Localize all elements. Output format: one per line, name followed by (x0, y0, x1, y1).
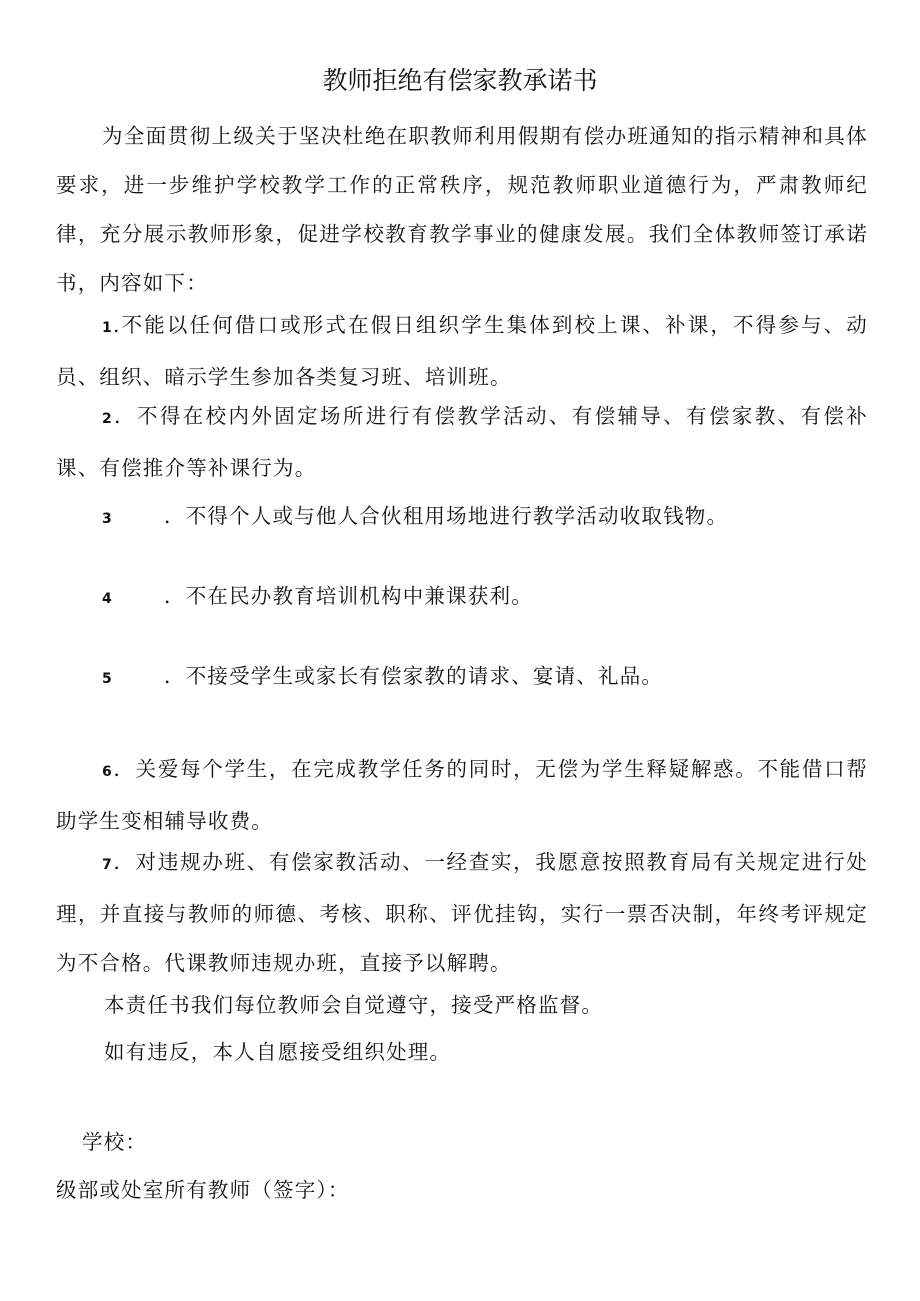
intro-paragraph: 为全面贯彻上级关于坚决杜绝在职教师利用假期有偿办班通知的指示精神和具体要求，进一步维护学校教学工作的正常秩序，规范教师职业道德行为，严肃教师纪律，充分展示教师形象，促进学校教育教学事业的健康发展。我们全体教师签订承诺书，内容如下： (56, 124, 868, 295)
document-title: 教师拒绝有偿家教承诺书 (322, 66, 598, 95)
item-number: 2 (102, 411, 113, 427)
item-number: 1 (102, 320, 113, 336)
commitment-item-4 (102, 572, 868, 624)
item-number: 5 (102, 671, 113, 687)
item-number: 3 (102, 511, 113, 527)
commitment-item-6 (56, 745, 868, 846)
commitment-item-2 (56, 392, 868, 493)
item-text: ．对违规办班、有偿家教活动、一经查实，我愿意按照教育局有关规定进行处理，并直接与教师的师德、考核、职称、评优挂钩，实行一票否决制，年终考评规定为不合格。代课教师违规办班，直接予以解聘。 (56, 850, 868, 975)
item-text: ．不得个人或与他人合伙租用场地进行教学活动收取钱物。 (164, 504, 729, 528)
commitment-item-5 (102, 652, 868, 704)
commitment-item-7 (56, 838, 868, 988)
signature-label: 级部或处室所有教师（签字）： (56, 1178, 350, 1202)
item-number: 6 (102, 764, 113, 780)
item-text: ．不得在校内外固定场所进行有偿教学活动、有偿辅导、有偿家教、有偿补课、有偿推介等补课行为。 (56, 404, 868, 480)
item-text: ．关爱每个学生，在完成教学任务的同时，无偿为学生释疑解惑。不能借口帮助学生变相辅导收费。 (56, 757, 868, 833)
closing-statement-2: 如有违反，本人自愿接受组织处理。 (104, 1040, 452, 1064)
item-text: .不能以任何借口或形式在假日组织学生集体到校上课、补课，不得参与、动员、组织、暗示学生参加各类复习班、培训班。 (56, 313, 868, 389)
item-text: ．不在民办教育培训机构中兼课获利。 (164, 584, 533, 608)
closing-statement-1: 本责任书我们每位教师会自觉遵守，接受严格监督。 (104, 993, 604, 1017)
item-number: 7 (102, 857, 113, 873)
item-text: ．不接受学生或家长有偿家教的请求、宴请、礼品。 (164, 664, 664, 688)
commitment-item-1 (56, 301, 868, 402)
commitment-item-3 (102, 492, 868, 544)
school-label: 学校： (82, 1130, 148, 1154)
item-number: 4 (102, 591, 113, 607)
